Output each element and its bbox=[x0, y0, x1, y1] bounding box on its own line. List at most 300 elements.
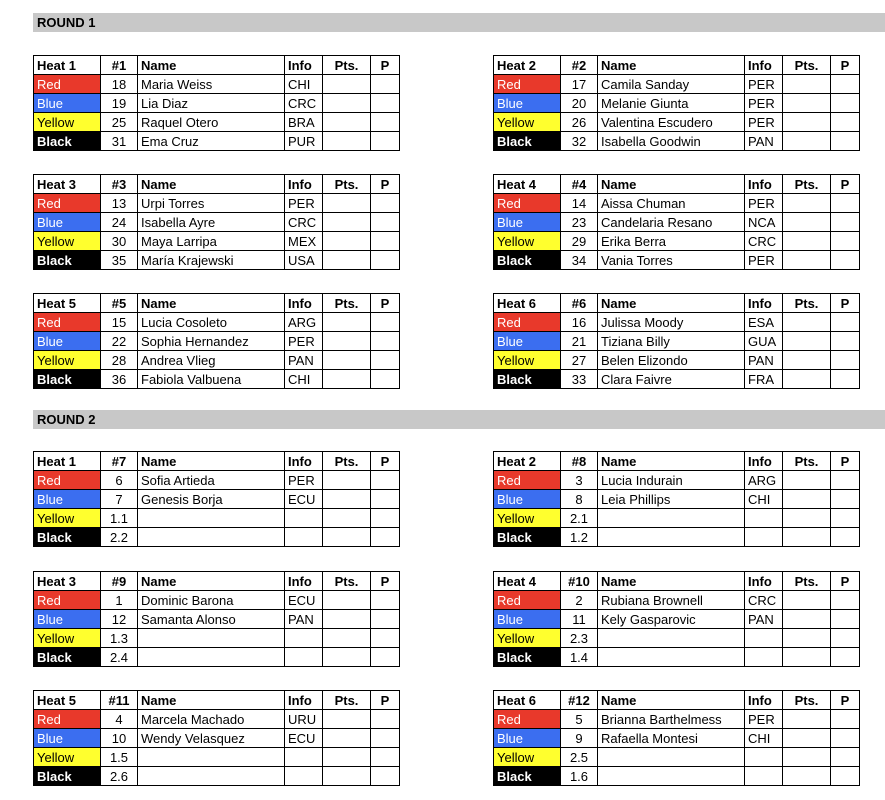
athlete-name bbox=[138, 509, 285, 528]
athlete-name: Maria Weiss bbox=[138, 75, 285, 94]
place-cell bbox=[831, 194, 860, 213]
points-header: Pts. bbox=[783, 175, 831, 194]
athlete-name: Julissa Moody bbox=[598, 313, 745, 332]
heat-label: Heat 5 bbox=[34, 294, 101, 313]
place-cell bbox=[371, 351, 400, 370]
heat-number: #1 bbox=[101, 56, 138, 75]
lane-color-red: Red bbox=[494, 591, 561, 610]
lane-color-red: Red bbox=[494, 75, 561, 94]
athlete-row bbox=[34, 251, 400, 270]
athlete-row bbox=[494, 528, 860, 547]
heat-header-row bbox=[34, 572, 400, 591]
place-header: P bbox=[371, 175, 400, 194]
lane-color-red: Red bbox=[34, 194, 101, 213]
country-code: PER bbox=[745, 194, 783, 213]
place-cell bbox=[831, 729, 860, 748]
athlete-name bbox=[598, 528, 745, 547]
country-code bbox=[745, 509, 783, 528]
athlete-number: 8 bbox=[561, 490, 598, 509]
points-cell bbox=[783, 94, 831, 113]
lane-color-black: Black bbox=[494, 370, 561, 389]
lane-color-blue: Blue bbox=[494, 332, 561, 351]
points-cell bbox=[323, 132, 371, 151]
country-code bbox=[745, 767, 783, 786]
name-header: Name bbox=[598, 294, 745, 313]
athlete-number: 33 bbox=[561, 370, 598, 389]
heat-table bbox=[33, 293, 400, 389]
athlete-name: Valentina Escudero bbox=[598, 113, 745, 132]
lane-color-black: Black bbox=[34, 528, 101, 547]
heat-table bbox=[33, 451, 400, 547]
heat-number: #3 bbox=[101, 175, 138, 194]
heat-label: Heat 1 bbox=[34, 452, 101, 471]
info-header: Info bbox=[285, 452, 323, 471]
heat-number: #8 bbox=[561, 452, 598, 471]
athlete-name: Erika Berra bbox=[598, 232, 745, 251]
lane-color-yellow: Yellow bbox=[34, 629, 101, 648]
place-cell bbox=[371, 490, 400, 509]
athlete-name: Brianna Barthelmess bbox=[598, 710, 745, 729]
points-cell bbox=[783, 729, 831, 748]
athlete-name bbox=[598, 748, 745, 767]
points-cell bbox=[783, 370, 831, 389]
athlete-number: 34 bbox=[561, 251, 598, 270]
country-code bbox=[285, 509, 323, 528]
lane-color-blue: Blue bbox=[34, 729, 101, 748]
athlete-row bbox=[494, 332, 860, 351]
place-cell bbox=[371, 132, 400, 151]
athlete-number: 7 bbox=[101, 490, 138, 509]
country-code bbox=[285, 648, 323, 667]
country-code: CHI bbox=[745, 729, 783, 748]
place-header: P bbox=[831, 294, 860, 313]
place-header: P bbox=[371, 294, 400, 313]
athlete-number: 1.3 bbox=[101, 629, 138, 648]
athlete-name: Dominic Barona bbox=[138, 591, 285, 610]
lane-color-blue: Blue bbox=[34, 490, 101, 509]
athlete-number: 1.5 bbox=[101, 748, 138, 767]
place-cell bbox=[831, 94, 860, 113]
country-code: FRA bbox=[745, 370, 783, 389]
place-header: P bbox=[371, 691, 400, 710]
lane-color-red: Red bbox=[494, 710, 561, 729]
athlete-number: 2.4 bbox=[101, 648, 138, 667]
points-cell bbox=[323, 351, 371, 370]
country-code: ECU bbox=[285, 591, 323, 610]
round-title: ROUND 2 bbox=[37, 412, 96, 427]
place-cell bbox=[831, 132, 860, 151]
athlete-row bbox=[494, 767, 860, 786]
athlete-number: 2 bbox=[561, 591, 598, 610]
athlete-row bbox=[34, 610, 400, 629]
country-code: PER bbox=[745, 113, 783, 132]
athlete-name: Vania Torres bbox=[598, 251, 745, 270]
lane-color-yellow: Yellow bbox=[494, 748, 561, 767]
lane-color-black: Black bbox=[494, 528, 561, 547]
lane-color-black: Black bbox=[494, 767, 561, 786]
country-code: ARG bbox=[745, 471, 783, 490]
points-cell bbox=[783, 648, 831, 667]
athlete-row bbox=[34, 75, 400, 94]
heat-table bbox=[493, 174, 860, 270]
place-cell bbox=[831, 351, 860, 370]
country-code: PER bbox=[745, 94, 783, 113]
athlete-row bbox=[494, 213, 860, 232]
heat-header-row bbox=[494, 175, 860, 194]
athlete-row bbox=[34, 629, 400, 648]
athlete-name: Raquel Otero bbox=[138, 113, 285, 132]
athlete-name: Isabella Ayre bbox=[138, 213, 285, 232]
lane-color-blue: Blue bbox=[34, 213, 101, 232]
lane-color-yellow: Yellow bbox=[494, 351, 561, 370]
lane-color-yellow: Yellow bbox=[494, 509, 561, 528]
athlete-name: Lia Diaz bbox=[138, 94, 285, 113]
lane-color-black: Black bbox=[34, 767, 101, 786]
points-cell bbox=[783, 213, 831, 232]
points-cell bbox=[783, 313, 831, 332]
lane-color-black: Black bbox=[34, 648, 101, 667]
athlete-name: Samanta Alonso bbox=[138, 610, 285, 629]
points-cell bbox=[783, 75, 831, 94]
lane-color-blue: Blue bbox=[34, 94, 101, 113]
heat-label: Heat 2 bbox=[494, 56, 561, 75]
points-cell bbox=[783, 610, 831, 629]
points-header: Pts. bbox=[323, 691, 371, 710]
lane-color-yellow: Yellow bbox=[34, 748, 101, 767]
athlete-name: Wendy Velasquez bbox=[138, 729, 285, 748]
points-header: Pts. bbox=[323, 294, 371, 313]
athlete-name bbox=[138, 767, 285, 786]
athlete-name: Sofia Artieda bbox=[138, 471, 285, 490]
athlete-number: 21 bbox=[561, 332, 598, 351]
place-header: P bbox=[831, 572, 860, 591]
points-cell bbox=[323, 232, 371, 251]
place-cell bbox=[371, 313, 400, 332]
lane-color-yellow: Yellow bbox=[494, 629, 561, 648]
athlete-number: 4 bbox=[101, 710, 138, 729]
place-cell bbox=[831, 610, 860, 629]
place-cell bbox=[831, 232, 860, 251]
points-cell bbox=[783, 113, 831, 132]
name-header: Name bbox=[138, 572, 285, 591]
heat-table bbox=[33, 174, 400, 270]
athlete-row bbox=[34, 351, 400, 370]
place-cell bbox=[371, 213, 400, 232]
athlete-name bbox=[138, 629, 285, 648]
athlete-number: 2.2 bbox=[101, 528, 138, 547]
athlete-row bbox=[34, 767, 400, 786]
info-header: Info bbox=[745, 691, 783, 710]
athlete-name: Lucia Cosoleto bbox=[138, 313, 285, 332]
country-code: ECU bbox=[285, 729, 323, 748]
place-cell bbox=[371, 332, 400, 351]
heat-label: Heat 1 bbox=[34, 56, 101, 75]
country-code bbox=[745, 629, 783, 648]
place-cell bbox=[831, 767, 860, 786]
points-header: Pts. bbox=[783, 572, 831, 591]
heat-label: Heat 6 bbox=[494, 691, 561, 710]
points-cell bbox=[783, 232, 831, 251]
country-code: CRC bbox=[745, 232, 783, 251]
place-cell bbox=[831, 75, 860, 94]
country-code: PER bbox=[285, 194, 323, 213]
points-cell bbox=[783, 332, 831, 351]
athlete-name bbox=[138, 648, 285, 667]
country-code: ARG bbox=[285, 313, 323, 332]
lane-color-yellow: Yellow bbox=[34, 113, 101, 132]
athlete-name: Aissa Chuman bbox=[598, 194, 745, 213]
athlete-name: Urpi Torres bbox=[138, 194, 285, 213]
athlete-name: Candelaria Resano bbox=[598, 213, 745, 232]
lane-color-blue: Blue bbox=[494, 729, 561, 748]
athlete-number: 2.5 bbox=[561, 748, 598, 767]
athlete-row bbox=[494, 629, 860, 648]
heat-header-row bbox=[34, 294, 400, 313]
place-cell bbox=[371, 767, 400, 786]
country-code: PER bbox=[745, 710, 783, 729]
athlete-row bbox=[34, 313, 400, 332]
place-cell bbox=[831, 313, 860, 332]
info-header: Info bbox=[285, 56, 323, 75]
country-code: CRC bbox=[745, 591, 783, 610]
lane-color-black: Black bbox=[494, 648, 561, 667]
points-cell bbox=[783, 194, 831, 213]
place-cell bbox=[831, 528, 860, 547]
heat-label: Heat 2 bbox=[494, 452, 561, 471]
points-cell bbox=[783, 509, 831, 528]
athlete-row bbox=[34, 729, 400, 748]
points-cell bbox=[323, 251, 371, 270]
athlete-number: 31 bbox=[101, 132, 138, 151]
athlete-row bbox=[34, 591, 400, 610]
athlete-name: Ema Cruz bbox=[138, 132, 285, 151]
heat-table bbox=[493, 293, 860, 389]
name-header: Name bbox=[598, 452, 745, 471]
athlete-number: 15 bbox=[101, 313, 138, 332]
place-cell bbox=[371, 648, 400, 667]
athlete-row bbox=[494, 509, 860, 528]
heat-number: #10 bbox=[561, 572, 598, 591]
heat-header-row bbox=[494, 452, 860, 471]
points-cell bbox=[323, 490, 371, 509]
points-cell bbox=[783, 710, 831, 729]
athlete-number: 13 bbox=[101, 194, 138, 213]
place-cell bbox=[831, 748, 860, 767]
place-cell bbox=[831, 710, 860, 729]
athlete-row bbox=[494, 94, 860, 113]
athlete-name: Maya Larripa bbox=[138, 232, 285, 251]
athlete-number: 28 bbox=[101, 351, 138, 370]
lane-color-blue: Blue bbox=[494, 213, 561, 232]
points-cell bbox=[783, 767, 831, 786]
heat-label: Heat 3 bbox=[34, 572, 101, 591]
points-header: Pts. bbox=[323, 175, 371, 194]
points-cell bbox=[783, 351, 831, 370]
lane-color-blue: Blue bbox=[494, 610, 561, 629]
athlete-number: 17 bbox=[561, 75, 598, 94]
athlete-name: Genesis Borja bbox=[138, 490, 285, 509]
name-header: Name bbox=[598, 691, 745, 710]
points-cell bbox=[323, 194, 371, 213]
points-cell bbox=[783, 591, 831, 610]
country-code: CRC bbox=[285, 213, 323, 232]
athlete-name: Leia Phillips bbox=[598, 490, 745, 509]
info-header: Info bbox=[285, 691, 323, 710]
heat-header-row bbox=[34, 175, 400, 194]
country-code bbox=[745, 528, 783, 547]
round-title: ROUND 1 bbox=[37, 15, 96, 30]
lane-color-red: Red bbox=[494, 194, 561, 213]
heat-table bbox=[493, 571, 860, 667]
place-cell bbox=[831, 471, 860, 490]
heat-table bbox=[493, 690, 860, 786]
lane-color-red: Red bbox=[34, 710, 101, 729]
heat-label: Heat 3 bbox=[34, 175, 101, 194]
lane-color-red: Red bbox=[34, 313, 101, 332]
heat-number: #5 bbox=[101, 294, 138, 313]
athlete-row bbox=[34, 232, 400, 251]
place-cell bbox=[371, 748, 400, 767]
athlete-row bbox=[494, 471, 860, 490]
lane-color-red: Red bbox=[34, 75, 101, 94]
athlete-row bbox=[34, 94, 400, 113]
place-header: P bbox=[831, 452, 860, 471]
name-header: Name bbox=[138, 294, 285, 313]
points-cell bbox=[323, 213, 371, 232]
athlete-row bbox=[494, 370, 860, 389]
athlete-name bbox=[598, 629, 745, 648]
heat-number: #6 bbox=[561, 294, 598, 313]
athlete-number: 23 bbox=[561, 213, 598, 232]
place-cell bbox=[371, 528, 400, 547]
athlete-number: 19 bbox=[101, 94, 138, 113]
place-cell bbox=[371, 251, 400, 270]
athlete-number: 14 bbox=[561, 194, 598, 213]
heat-label: Heat 4 bbox=[494, 175, 561, 194]
name-header: Name bbox=[138, 691, 285, 710]
athlete-row bbox=[494, 729, 860, 748]
athlete-row bbox=[34, 370, 400, 389]
points-cell bbox=[323, 528, 371, 547]
heat-header-row bbox=[494, 572, 860, 591]
athlete-number: 16 bbox=[561, 313, 598, 332]
athlete-number: 3 bbox=[561, 471, 598, 490]
lane-color-red: Red bbox=[34, 591, 101, 610]
country-code bbox=[285, 629, 323, 648]
place-cell bbox=[371, 232, 400, 251]
lane-color-black: Black bbox=[34, 132, 101, 151]
athlete-number: 26 bbox=[561, 113, 598, 132]
athlete-number: 1.1 bbox=[101, 509, 138, 528]
info-header: Info bbox=[745, 452, 783, 471]
country-code: PUR bbox=[285, 132, 323, 151]
info-header: Info bbox=[745, 175, 783, 194]
points-header: Pts. bbox=[783, 56, 831, 75]
info-header: Info bbox=[285, 175, 323, 194]
points-cell bbox=[323, 313, 371, 332]
athlete-number: 2.1 bbox=[561, 509, 598, 528]
points-cell bbox=[323, 471, 371, 490]
athlete-row bbox=[494, 591, 860, 610]
athlete-number: 30 bbox=[101, 232, 138, 251]
country-code: USA bbox=[285, 251, 323, 270]
lane-color-yellow: Yellow bbox=[494, 232, 561, 251]
points-header: Pts. bbox=[783, 452, 831, 471]
heat-header-row bbox=[34, 56, 400, 75]
athlete-number: 27 bbox=[561, 351, 598, 370]
athlete-number: 6 bbox=[101, 471, 138, 490]
athlete-row bbox=[34, 509, 400, 528]
place-header: P bbox=[831, 175, 860, 194]
athlete-row bbox=[34, 648, 400, 667]
place-cell bbox=[371, 370, 400, 389]
athlete-name: Tiziana Billy bbox=[598, 332, 745, 351]
points-cell bbox=[323, 748, 371, 767]
points-cell bbox=[783, 629, 831, 648]
points-cell bbox=[323, 710, 371, 729]
athlete-name bbox=[138, 528, 285, 547]
heat-header-row bbox=[494, 56, 860, 75]
country-code bbox=[285, 767, 323, 786]
country-code: PAN bbox=[285, 351, 323, 370]
info-header: Info bbox=[745, 572, 783, 591]
place-header: P bbox=[371, 572, 400, 591]
athlete-row bbox=[494, 194, 860, 213]
place-cell bbox=[371, 75, 400, 94]
lane-color-yellow: Yellow bbox=[494, 113, 561, 132]
athlete-name: María Krajewski bbox=[138, 251, 285, 270]
lane-color-red: Red bbox=[494, 313, 561, 332]
points-header: Pts. bbox=[783, 294, 831, 313]
athlete-row bbox=[494, 232, 860, 251]
info-header: Info bbox=[285, 294, 323, 313]
athlete-number: 2.6 bbox=[101, 767, 138, 786]
heat-label: Heat 6 bbox=[494, 294, 561, 313]
points-header: Pts. bbox=[783, 691, 831, 710]
country-code: PAN bbox=[745, 610, 783, 629]
athlete-number: 11 bbox=[561, 610, 598, 629]
country-code bbox=[745, 748, 783, 767]
place-cell bbox=[831, 113, 860, 132]
points-cell bbox=[323, 509, 371, 528]
athlete-name: Fabiola Valbuena bbox=[138, 370, 285, 389]
info-header: Info bbox=[745, 294, 783, 313]
heat-number: #9 bbox=[101, 572, 138, 591]
heat-number: #7 bbox=[101, 452, 138, 471]
country-code: PER bbox=[285, 332, 323, 351]
country-code: PAN bbox=[285, 610, 323, 629]
heat-number: #12 bbox=[561, 691, 598, 710]
points-cell bbox=[783, 132, 831, 151]
athlete-name: Marcela Machado bbox=[138, 710, 285, 729]
heat-table bbox=[493, 55, 860, 151]
country-code bbox=[285, 748, 323, 767]
athlete-number: 24 bbox=[101, 213, 138, 232]
athlete-row bbox=[494, 648, 860, 667]
place-cell bbox=[831, 332, 860, 351]
heat-header-row bbox=[34, 452, 400, 471]
athlete-number: 12 bbox=[101, 610, 138, 629]
athlete-row bbox=[34, 490, 400, 509]
athlete-number: 36 bbox=[101, 370, 138, 389]
heat-number: #4 bbox=[561, 175, 598, 194]
athlete-row bbox=[494, 351, 860, 370]
athlete-number: 1.6 bbox=[561, 767, 598, 786]
athlete-row bbox=[494, 132, 860, 151]
country-code bbox=[745, 648, 783, 667]
country-code: PER bbox=[745, 251, 783, 270]
points-cell bbox=[323, 75, 371, 94]
